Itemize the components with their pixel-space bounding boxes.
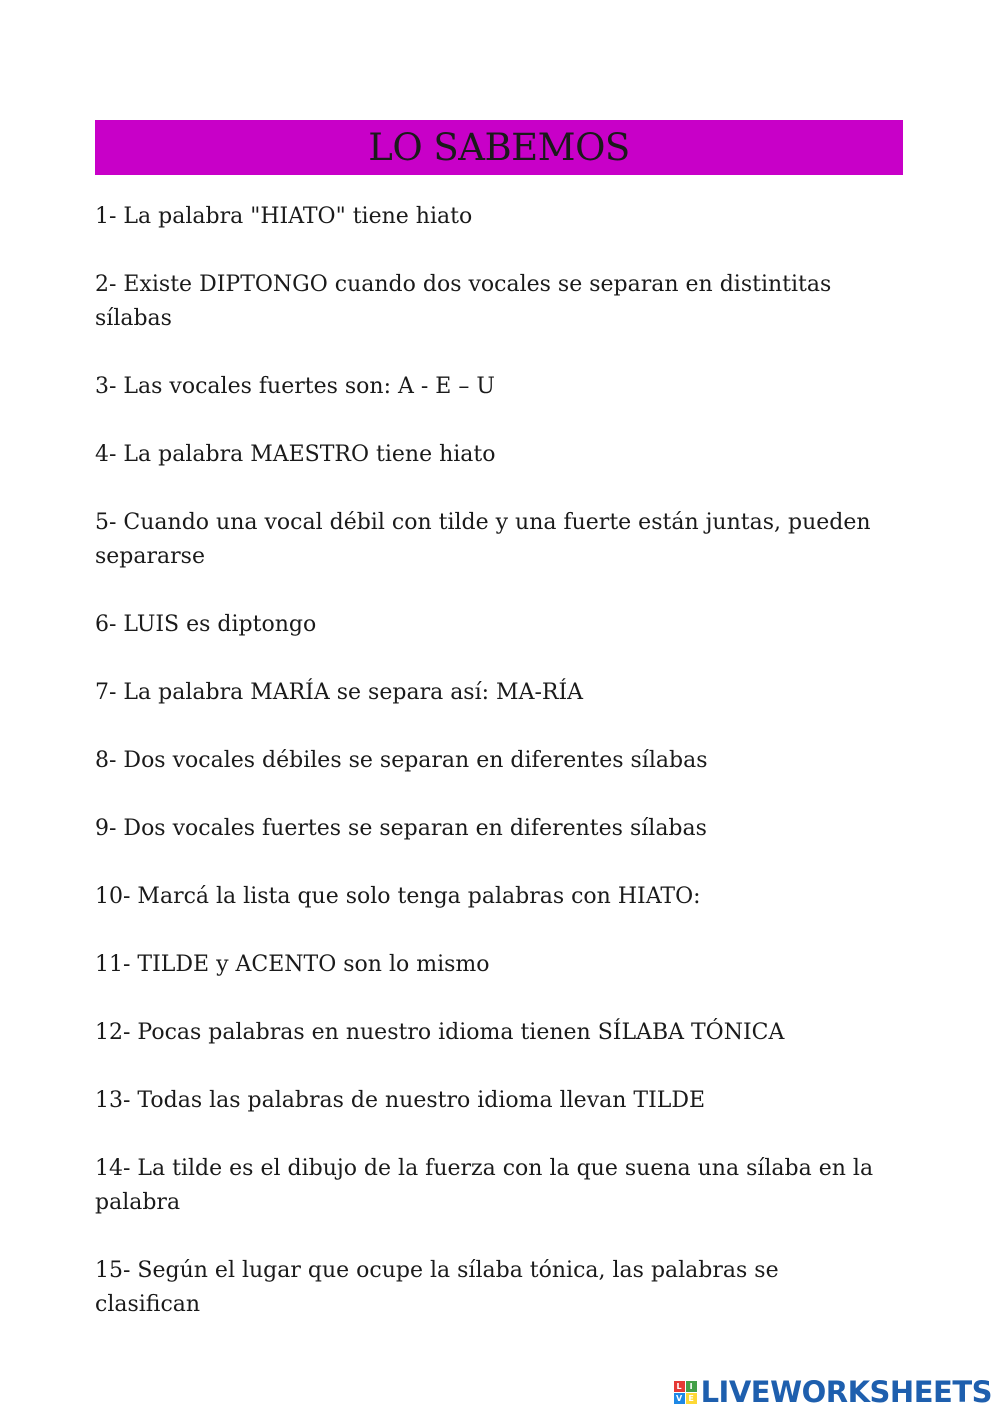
question-2: 2- Existe DIPTONGO cuando dos vocales se separan en distintitas sílabas xyxy=(95,272,832,331)
liveworksheets-logo xyxy=(674,1375,992,1409)
question-13: 13- Todas las palabras de nuestro idioma llevan TILDE xyxy=(95,1088,706,1113)
question-12: 12- Pocas palabras en nuestro idioma tienen SÍLABA TÓNICA xyxy=(95,1020,785,1045)
logo-cell-e: E xyxy=(686,1393,697,1404)
logo-cell-l: L xyxy=(674,1381,685,1392)
question-7: 7- La palabra MARÍA se separa así: MA-RÍA xyxy=(95,680,584,705)
logo-text: LIVEWORKSHEETS xyxy=(700,1375,992,1409)
question-5: 5- Cuando una vocal débil con tilde y una fuerte están juntas, pueden separarse xyxy=(95,510,871,569)
question-15: 15- Según el lugar que ocupe la sílaba tónica, las palabras se clasifican xyxy=(95,1258,779,1317)
question-9: 9- Dos vocales fuertes se separan en diferentes sílabas xyxy=(95,816,707,841)
question-4: 4- La palabra MAESTRO tiene hiato xyxy=(95,442,496,467)
question-14: 14- La tilde es el dibujo de la fuerza con la que suena una sílaba en la palabra xyxy=(95,1156,874,1215)
question-1: 1- La palabra "HIATO" tiene hiato xyxy=(95,204,473,229)
logo-cell-v: V xyxy=(674,1393,685,1404)
page-title: LO SABEMOS xyxy=(368,126,630,169)
question-11: 11- TILDE y ACENTO son lo mismo xyxy=(95,952,490,977)
question-3: 3- Las vocales fuertes son: A - E – U xyxy=(95,374,495,399)
question-6: 6- LUIS es diptongo xyxy=(95,612,317,637)
liveworksheets-logo-icon xyxy=(674,1381,697,1404)
question-8: 8- Dos vocales débiles se separan en diferentes sílabas xyxy=(95,748,708,773)
logo-cell-i: I xyxy=(686,1381,697,1392)
question-10: 10- Marcá la lista que solo tenga palabras con HIATO: xyxy=(95,884,701,909)
title-bar xyxy=(95,120,903,175)
